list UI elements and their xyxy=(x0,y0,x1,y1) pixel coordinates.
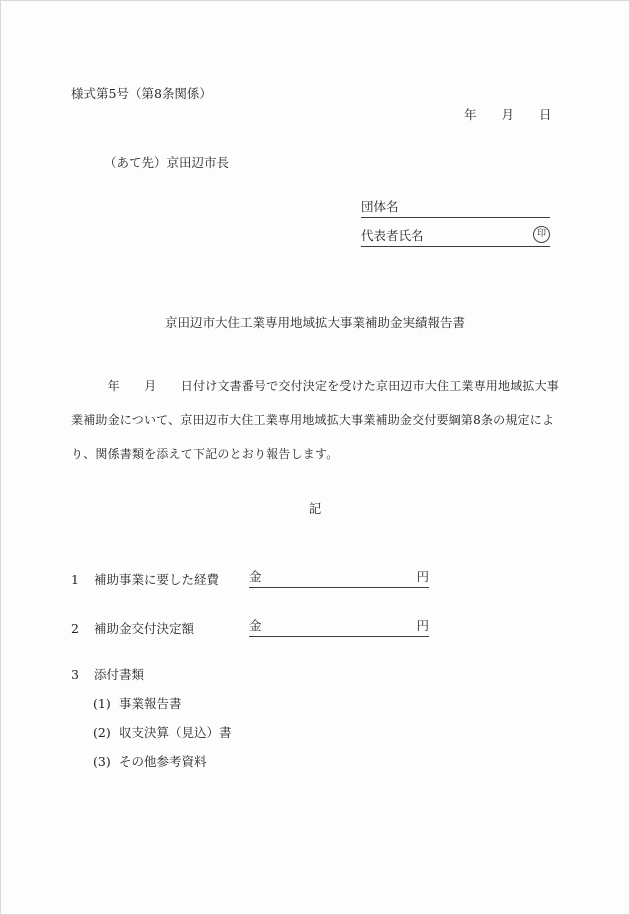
item-3-label: 添付書類 xyxy=(94,667,145,682)
seal-mark-icon: 印 xyxy=(533,226,550,243)
item-2-amount-field xyxy=(249,618,429,637)
representative-name-field xyxy=(361,227,550,247)
date-line: 年 月 日 xyxy=(464,107,552,122)
ki-marker: 記 xyxy=(308,501,322,516)
representative-name-label: 代表者氏名 xyxy=(361,228,424,244)
addressee: （あて先）京田辺市長 xyxy=(104,155,230,170)
organization-name-label: 団体名 xyxy=(361,199,399,214)
attachment-2-label: 収支決算（見込）書 xyxy=(119,725,232,740)
body-paragraph-line-2: 業補助金について、京田辺市大住工業専用地域拡大事業補助金交付要綱第8条の規定によ xyxy=(71,413,555,427)
item-1-amount-field xyxy=(249,569,429,588)
item-1-number: 1 xyxy=(71,572,79,587)
document-title: 京田辺市大住工業専用地域拡大事業補助金実績報告書 xyxy=(164,315,465,330)
body-paragraph-line-1: 年 月 日付け文書番号で交付決定を受けた京田辺市大住工業専用地域拡大事 xyxy=(71,379,560,393)
body-paragraph-line-3: り、関係書類を添えて下記のとおり報告します。 xyxy=(71,447,339,461)
organization-name-field xyxy=(361,199,550,218)
item-2-label: 補助金交付決定額 xyxy=(94,621,195,636)
amount-suffix: 円 xyxy=(416,618,429,633)
amount-prefix: 金 xyxy=(249,618,262,633)
item-3-number: 3 xyxy=(71,667,79,682)
attachment-3-number: (3) xyxy=(93,754,111,769)
amount-prefix: 金 xyxy=(249,569,262,584)
form-number: 様式第5号（第8条関係） xyxy=(71,86,212,101)
attachment-2-number: (2) xyxy=(93,725,111,740)
attachment-1-number: (1) xyxy=(93,696,111,711)
item-1-label: 補助事業に要した経費 xyxy=(94,572,220,587)
amount-suffix: 円 xyxy=(416,569,429,584)
attachment-3-label: その他参考資料 xyxy=(119,754,207,769)
attachment-1-label: 事業報告書 xyxy=(119,696,182,711)
item-2-number: 2 xyxy=(71,621,79,636)
